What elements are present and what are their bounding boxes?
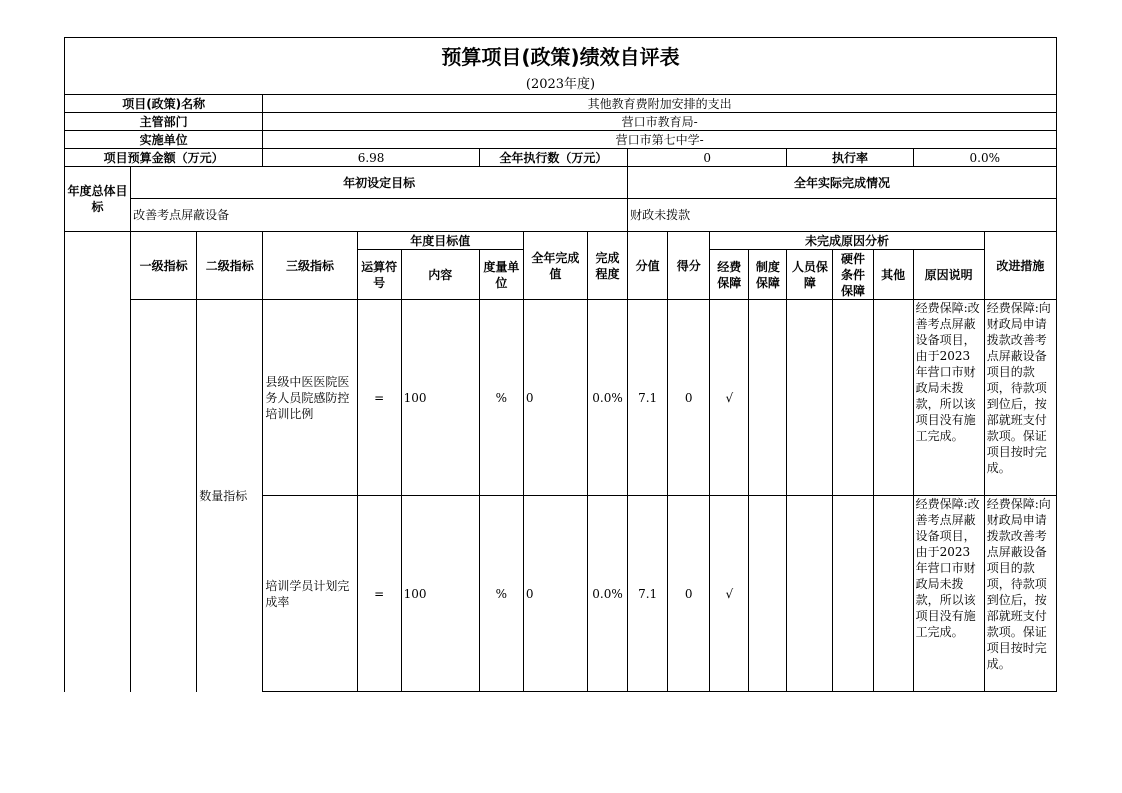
actual-header: 全年实际完成情况 <box>628 167 1057 199</box>
header-content: 内容 <box>401 250 479 300</box>
exec-label: 全年执行数（万元） <box>479 149 627 167</box>
row2-level3: 培训学员计划完成率 <box>263 496 357 692</box>
header-score: 得分 <box>668 232 710 300</box>
budget-value: 6.98 <box>263 149 479 167</box>
level1-cell <box>131 300 197 692</box>
blank-left-cell <box>65 232 131 692</box>
row1-reason: 经费保障:改善考点屏蔽设备项目，由于2023年营口市财政局未拨款，所以该项目没有施工完成。 <box>913 300 984 496</box>
header-other: 其他 <box>873 250 913 300</box>
row2-completion: 0.0% <box>588 496 628 692</box>
budget-label: 项目预算金额（万元） <box>65 149 263 167</box>
initial-goal-text: 改善考点屏蔽设备 <box>131 199 628 232</box>
dept-value: 营口市教育局- <box>263 113 1057 131</box>
rate-value: 0.0% <box>913 149 1056 167</box>
header-level3: 三级指标 <box>263 232 357 300</box>
header-reason-analysis: 未完成原因分析 <box>710 232 985 250</box>
row2-improvement: 经费保障:向财政局申请拨款改善考点屏蔽设备项目的款项，待款项到位后，按部就班支付款项。保证项目按时完成。 <box>984 496 1056 692</box>
header-actual-value: 全年完成值 <box>523 232 587 300</box>
row2-reason: 经费保障:改善考点屏蔽设备项目，由于2023年营口市财政局未拨款，所以该项目没有施工完成。 <box>913 496 984 692</box>
page-subtitle: (2023年度) <box>65 76 1057 95</box>
row2-funding-check: √ <box>710 496 749 692</box>
evaluation-sheet <box>64 37 1057 692</box>
header-improvement: 改进措施 <box>984 232 1056 300</box>
row2-operator: = <box>357 496 401 692</box>
header-funding: 经费保障 <box>710 250 749 300</box>
row1-score: 0 <box>668 300 710 496</box>
unit-label: 实施单位 <box>65 131 263 149</box>
row1-level3: 县级中医医院医务人员院感防控培训比例 <box>263 300 357 496</box>
row2-other <box>873 496 913 692</box>
row1-personnel <box>787 300 833 496</box>
header-score-value: 分值 <box>628 232 668 300</box>
dept-label: 主管部门 <box>65 113 263 131</box>
header-completion: 完成程度 <box>588 232 628 300</box>
row2-score-value: 7.1 <box>628 496 668 692</box>
row1-other <box>873 300 913 496</box>
header-hardware: 硬件条件保障 <box>833 250 873 300</box>
header-level1: 一级指标 <box>131 232 197 300</box>
row1-funding-check: √ <box>710 300 749 496</box>
row1-operator: = <box>357 300 401 496</box>
header-system: 制度保障 <box>749 250 787 300</box>
level2-cell: 数量指标 <box>197 300 263 692</box>
row1-improvement: 经费保障:向财政局申请拨款改善考点屏蔽设备项目的款项，待款项到位后，按部就班支付款项。保证项目按时完成。 <box>984 300 1056 496</box>
row2-hardware <box>833 496 873 692</box>
header-annual-target: 年度目标值 <box>357 232 523 250</box>
row2-personnel <box>787 496 833 692</box>
project-name-value: 其他教育费附加安排的支出 <box>263 95 1057 113</box>
row1-actual: 0 <box>523 300 587 496</box>
exec-value: 0 <box>628 149 787 167</box>
header-unit: 度量单位 <box>479 250 523 300</box>
row1-content: 100 <box>401 300 479 496</box>
rate-label: 执行率 <box>787 149 913 167</box>
header-reason-desc: 原因说明 <box>913 250 984 300</box>
header-personnel: 人员保障 <box>787 250 833 300</box>
row2-content: 100 <box>401 496 479 692</box>
page-title: 预算项目(政策)绩效自评表 <box>65 38 1057 77</box>
row2-system <box>749 496 787 692</box>
initial-goal-header: 年初设定目标 <box>131 167 628 199</box>
row1-system <box>749 300 787 496</box>
row1-score-value: 7.1 <box>628 300 668 496</box>
row1-completion: 0.0% <box>588 300 628 496</box>
row1-unit: % <box>479 300 523 496</box>
evaluation-table <box>64 37 1057 692</box>
header-operator: 运算符号 <box>357 250 401 300</box>
row2-unit: % <box>479 496 523 692</box>
row1-hardware <box>833 300 873 496</box>
project-name-label: 项目(政策)名称 <box>65 95 263 113</box>
goal-label: 年度总体目标 <box>65 167 131 232</box>
actual-text: 财政未拨款 <box>628 199 1057 232</box>
row2-score: 0 <box>668 496 710 692</box>
row2-actual: 0 <box>523 496 587 692</box>
unit-value: 营口市第七中学- <box>263 131 1057 149</box>
header-level2: 二级指标 <box>197 232 263 300</box>
